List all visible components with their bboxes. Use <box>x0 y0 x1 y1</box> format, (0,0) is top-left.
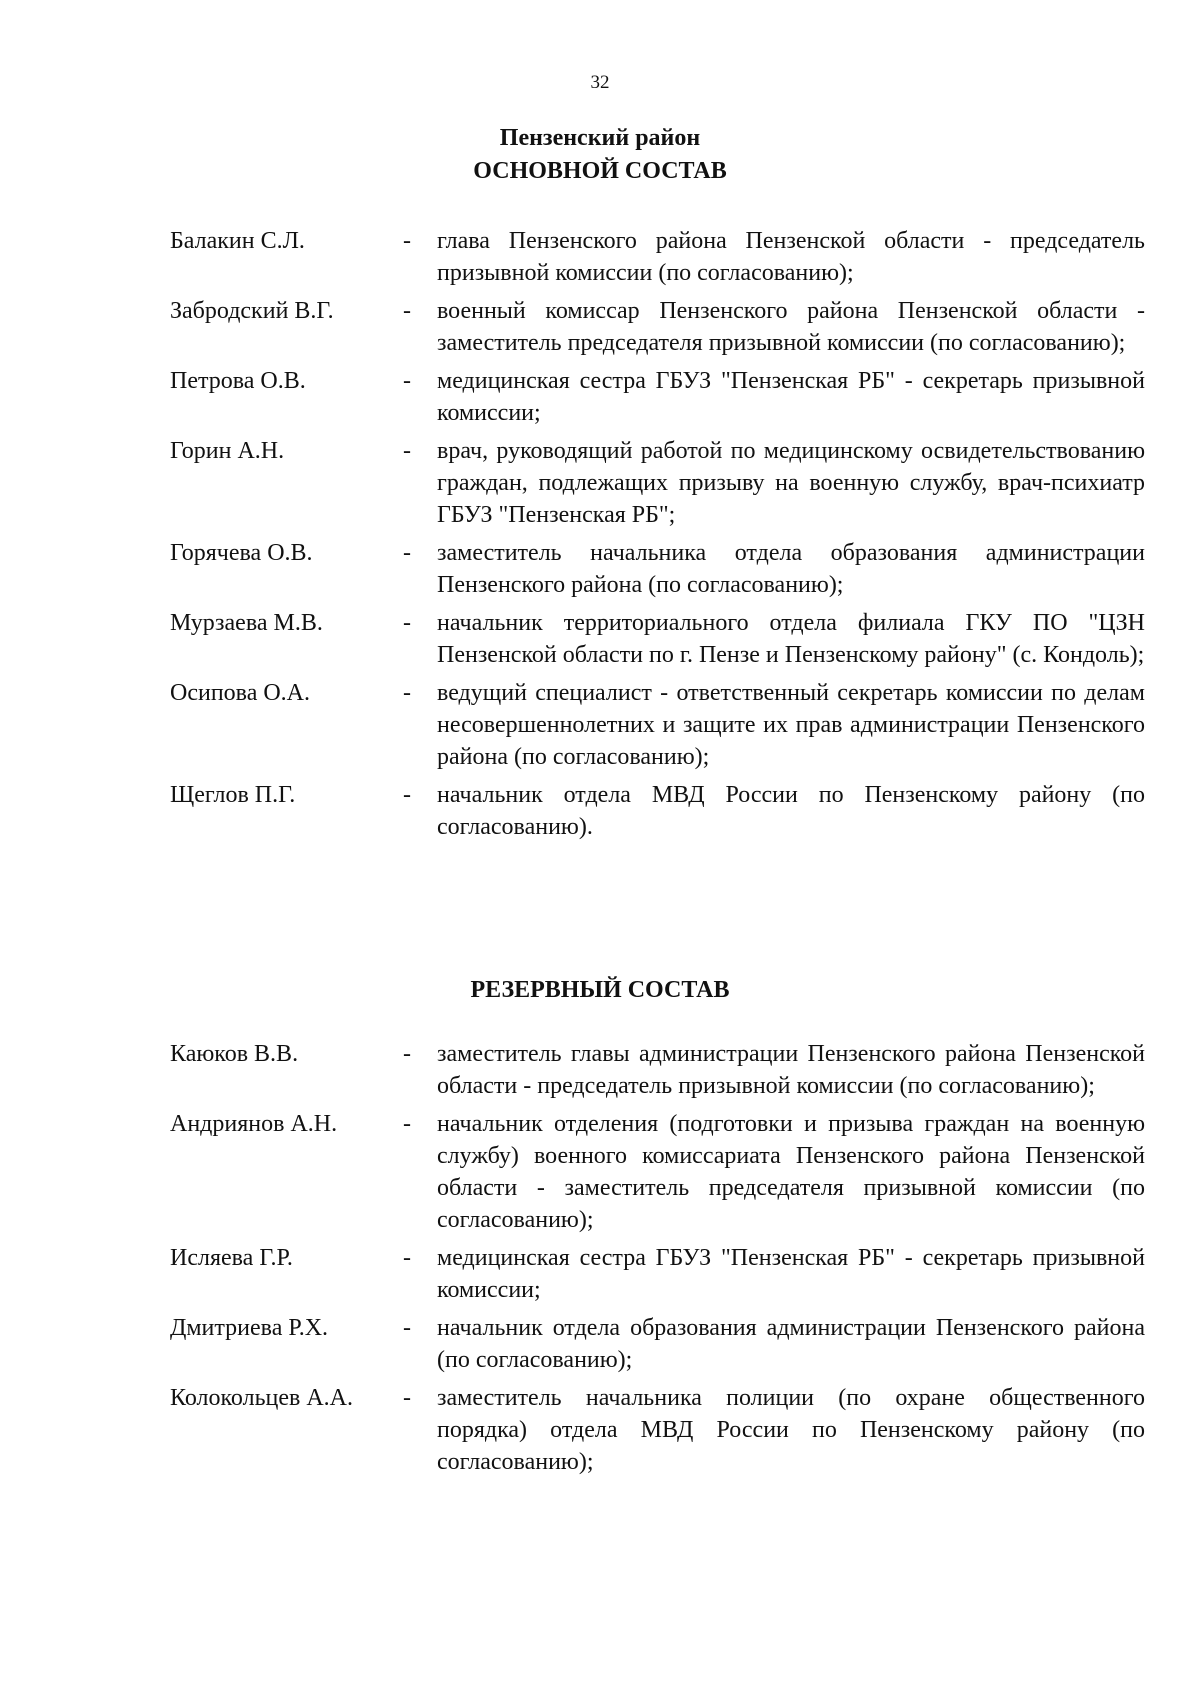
member-name: Петрова О.В. <box>170 368 306 394</box>
page-number: 32 <box>590 72 610 93</box>
reserve-section-title: РЕЗЕРВНЫЙ СОСТАВ <box>470 977 730 1003</box>
list-item <box>170 225 1145 289</box>
member-role: начальник отдела образования администрации Пензенского района (по согласованию); <box>437 1315 1145 1373</box>
dash-separator: - <box>403 1385 411 1411</box>
dash-separator: - <box>403 438 411 464</box>
list-item <box>170 779 1145 843</box>
dash-separator: - <box>403 1041 411 1067</box>
dash-separator: - <box>403 228 411 254</box>
member-name: Мурзаева М.В. <box>170 610 323 636</box>
list-item <box>170 677 1145 773</box>
member-role: начальник отделения (подготовки и призыва граждан на военную службу) военного комиссариата Пензенского района Пензенской области - заместитель председателя призывной комиссии (по согласованию); <box>437 1111 1145 1233</box>
member-name: Колокольцев А.А. <box>170 1385 354 1411</box>
district-title: Пензенский район <box>499 125 701 151</box>
dash-separator: - <box>403 540 411 566</box>
member-name: Каюков В.В. <box>170 1041 299 1067</box>
member-role: начальник территориального отдела филиала ГКУ ПО "ЦЗН Пензенской области по г. Пензе и Пензенскому району" (с. Кондоль); <box>437 610 1145 668</box>
member-role: заместитель начальника отдела образования администрации Пензенского района (по согласованию); <box>437 540 1145 598</box>
member-role: глава Пензенского района Пензенской области - председатель призывной комиссии (по согласованию); <box>437 228 1145 286</box>
member-role: медицинская сестра ГБУЗ "Пензенская РБ" - секретарь призывной комиссии; <box>437 1245 1145 1303</box>
dash-separator: - <box>403 782 411 808</box>
list-item <box>170 1242 1145 1306</box>
dash-separator: - <box>403 680 411 706</box>
member-name: Забродский В.Г. <box>170 298 334 324</box>
member-role: начальник отдела МВД России по Пензенскому району (по согласованию). <box>437 782 1145 840</box>
list-item <box>170 537 1145 601</box>
main-section-title: ОСНОВНОЙ СОСТАВ <box>473 158 727 184</box>
dash-separator: - <box>403 1111 411 1137</box>
list-item <box>170 607 1145 671</box>
dash-separator: - <box>403 298 411 324</box>
member-name: Андриянов А.Н. <box>170 1111 338 1137</box>
list-item <box>170 1312 1145 1376</box>
reserve-members-list <box>170 1038 1145 1484</box>
member-role: военный комиссар Пензенского района Пензенской области - заместитель председателя призывной комиссии (по согласованию); <box>437 298 1145 356</box>
member-role: заместитель главы администрации Пензенского района Пензенской области - председатель призывной комиссии (по согласованию); <box>437 1041 1145 1099</box>
member-role: врач, руководящий работой по медицинскому освидетельствованию граждан, подлежащих призыву на военную службу, врач-психиатр ГБУЗ "Пензенская РБ"; <box>437 438 1145 528</box>
member-role: заместитель начальника полиции (по охране общественного порядка) отдела МВД России по Пензенскому району (по согласованию); <box>437 1385 1145 1475</box>
main-members-list <box>170 225 1145 849</box>
member-name: Дмитриева Р.Х. <box>170 1315 329 1341</box>
member-role: ведущий специалист - ответственный секретарь комиссии по делам несовершеннолетних и защите их прав администрации Пензенского района (по согласованию); <box>437 680 1145 770</box>
dash-separator: - <box>403 1315 411 1341</box>
list-item <box>170 435 1145 531</box>
list-item <box>170 1382 1145 1478</box>
member-name: Горин А.Н. <box>170 438 285 464</box>
list-item <box>170 1038 1145 1102</box>
member-name: Балакин С.Л. <box>170 228 305 254</box>
dash-separator: - <box>403 1245 411 1271</box>
member-role: медицинская сестра ГБУЗ "Пензенская РБ" - секретарь призывной комиссии; <box>437 368 1145 426</box>
member-name: Щеглов П.Г. <box>170 782 296 808</box>
list-item <box>170 365 1145 429</box>
member-name: Осипова О.А. <box>170 680 311 706</box>
dash-separator: - <box>403 368 411 394</box>
member-name: Исляева Г.Р. <box>170 1245 293 1271</box>
dash-separator: - <box>403 610 411 636</box>
list-item <box>170 1108 1145 1236</box>
list-item <box>170 295 1145 359</box>
member-name: Горячева О.В. <box>170 540 313 566</box>
